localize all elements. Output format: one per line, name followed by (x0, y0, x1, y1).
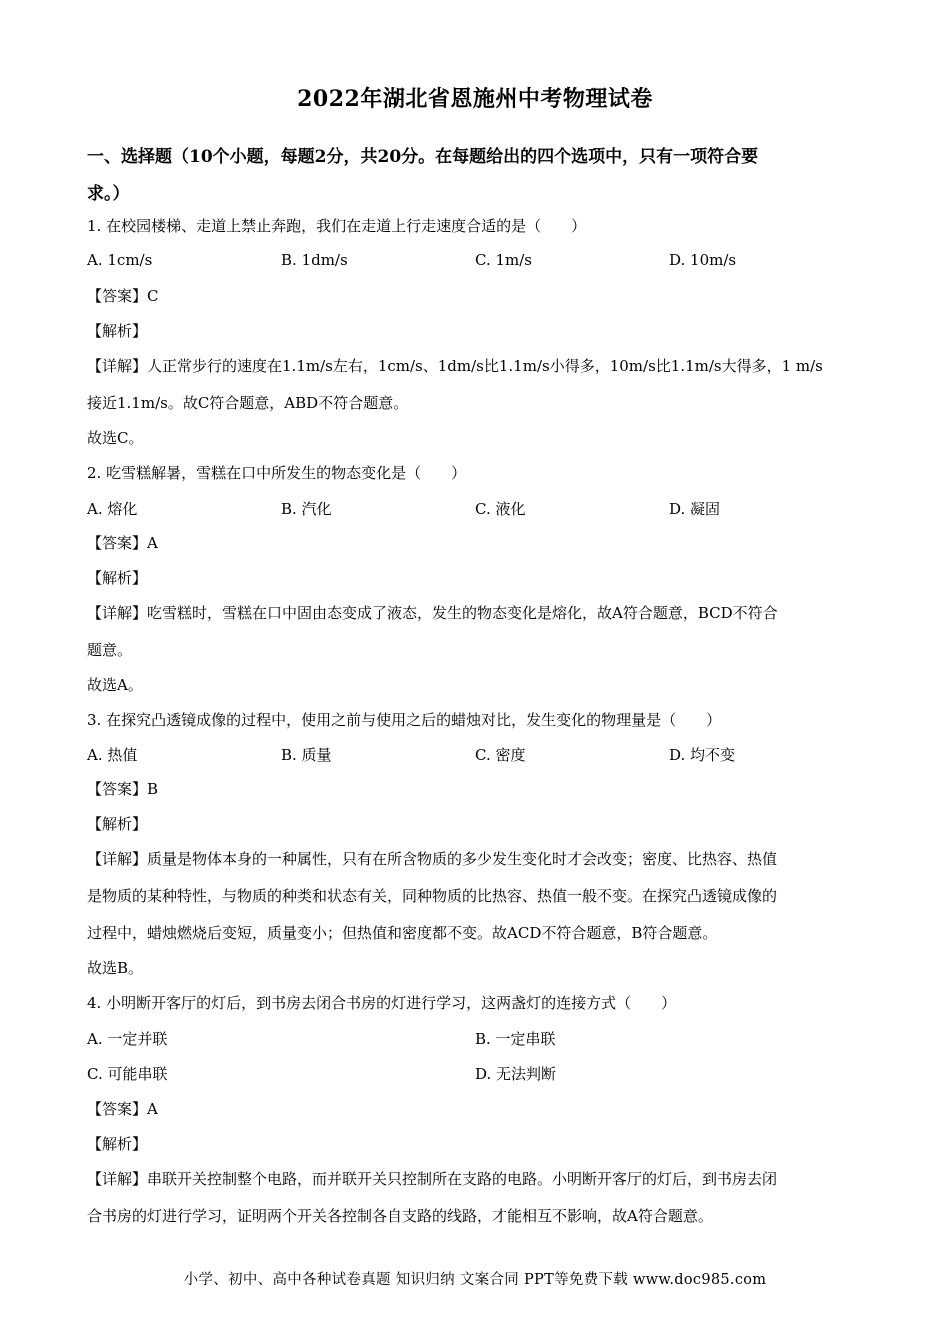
q1-option-d: D. 10m/s (669, 251, 737, 269)
q1-detail-line-1: 【详解】人正常步行的速度在1.1m/s左右，1cm/s、1dm/s比1.1m/s小得多，10m/s比1.1m/s大得多，1 m/s (87, 357, 823, 375)
q4-answer: 【答案】A (87, 1100, 158, 1118)
q4-detail-line-2: 合书房的灯进行学习，证明两个开关各控制各自支路的线路，才能相互不影响，故A符合题意。 (87, 1207, 713, 1225)
q1-detail-line-2: 接近1.1m/s。故C符合题意，ABD不符合题意。 (87, 394, 409, 412)
q3-analysis: 【解析】 (87, 815, 148, 833)
q2-conclusion: 故选A。 (87, 676, 143, 694)
q2-option-b: B. 汽化 (281, 500, 332, 518)
q2-detail-line-2: 题意。 (87, 641, 133, 659)
q2-analysis: 【解析】 (87, 569, 148, 587)
q4-option-c: C. 可能串联 (87, 1065, 168, 1083)
q3-answer: 【答案】B (87, 780, 159, 798)
q3-option-b: B. 质量 (281, 746, 332, 764)
q3-conclusion: 故选B。 (87, 959, 144, 977)
page-title: 2022年湖北省恩施州中考物理试卷 (297, 86, 653, 112)
question-3-stem: 3. 在探究凸透镜成像的过程中，使用之前与使用之后的蜡烛对比，发生变化的物理量是（ ） (87, 711, 722, 729)
q1-analysis: 【解析】 (87, 322, 148, 340)
q3-option-a: A. 热值 (87, 746, 138, 764)
q1-answer: 【答案】C (87, 287, 159, 305)
q1-option-c: C. 1m/s (475, 251, 532, 269)
q2-option-d: D. 凝固 (669, 500, 721, 518)
q4-analysis: 【解析】 (87, 1135, 148, 1153)
section-heading: 一、选择题（10个小题，每题2分，共20分。在每题给出的四个选项中，只有一项符合要 (87, 147, 759, 167)
q2-option-a: A. 熔化 (87, 500, 138, 518)
q2-option-c: C. 液化 (475, 500, 526, 518)
question-2-stem: 2. 吃雪糕解暑，雪糕在口中所发生的物态变化是（ ） (87, 464, 467, 482)
question-4-stem: 4. 小明断开客厅的灯后，到书房去闭合书房的灯进行学习，这两盏灯的连接方式（ ） (87, 994, 677, 1012)
q3-detail-line-1: 【详解】质量是物体本身的一种属性，只有在所含物质的多少发生变化时才会改变；密度、比热容、热值 (87, 850, 778, 868)
q4-option-d: D. 无法判断 (475, 1065, 557, 1083)
page-footer: 小学、初中、高中各种试卷真题 知识归纳 文案合同 PPT等免费下载 www.doc985.com (183, 1272, 767, 1288)
q3-option-d: D. 均不变 (669, 746, 736, 764)
q1-conclusion: 故选C。 (87, 429, 144, 447)
q4-option-a: A. 一定并联 (87, 1030, 168, 1048)
question-1-stem: 1. 在校园楼梯、走道上禁止奔跑，我们在走道上行走速度合适的是（ ） (87, 217, 587, 235)
q4-detail-line-1: 【详解】串联开关控制整个电路，而并联开关只控制所在支路的电路。小明断开客厅的灯后，到书房去闭 (87, 1170, 778, 1188)
q1-option-b: B. 1dm/s (281, 251, 348, 269)
q4-option-b: B. 一定串联 (475, 1030, 556, 1048)
q3-option-c: C. 密度 (475, 746, 526, 764)
q3-detail-line-2: 是物质的某种特性，与物质的种类和状态有关，同种物质的比热容、热值一般不变。在探究凸透镜成像的 (87, 887, 778, 905)
q3-detail-line-3: 过程中，蜡烛燃烧后变短，质量变小；但热值和密度都不变。故ACD不符合题意，B符合题意。 (87, 924, 718, 942)
q2-answer: 【答案】A (87, 534, 158, 552)
q2-detail-line-1: 【详解】吃雪糕时，雪糕在口中固由态变成了液态，发生的物态变化是熔化，故A符合题意，BCD不符合 (87, 604, 778, 622)
q1-option-a: A. 1cm/s (87, 251, 153, 269)
section-heading-cont: 求。） (87, 184, 130, 204)
